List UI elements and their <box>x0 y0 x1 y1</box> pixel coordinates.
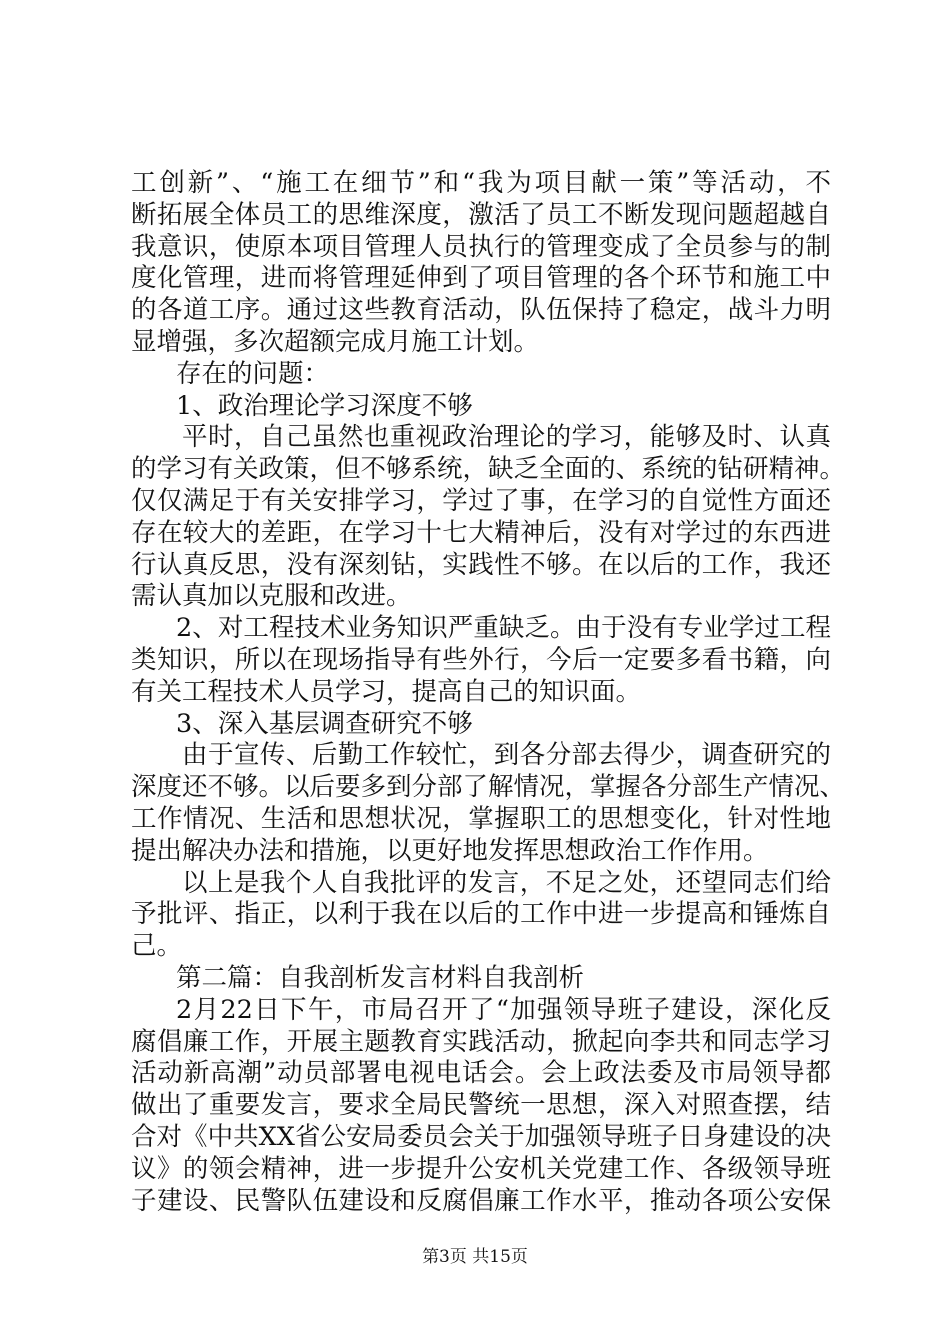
text-line: 度化管理，进而将管理延伸到了项目管理的各个环节和施工中 <box>131 263 831 294</box>
text-line: 2月22日下午，市局召开了“加强领导班子建设，深化反 <box>176 994 831 1025</box>
text-line: 深度还不够。以后要多到分部了解情况，掌握各分部生产情况、 <box>131 772 846 803</box>
text-line: 行认真反思，没有深刻钻，实践性不够。在以后的工作，我还 <box>131 549 831 580</box>
text-line: 的各道工序。通过这些教育活动，队伍保持了稳定，战斗力明 <box>131 295 831 326</box>
text-line: 己。 <box>131 931 183 962</box>
text-line: 存在较大的差距，在学习十七大精神后，没有对学过的东西进 <box>131 517 831 548</box>
text-line: 断拓展全体员工的思维深度，激活了员工不断发现问题超越自 <box>131 199 831 230</box>
text-line: 做出了重要发言，要求全局民警统一思想，深入对照查摆，结 <box>131 1090 831 1121</box>
text-line: 需认真加以克服和改进。 <box>131 581 412 612</box>
text-line: 予批评、指正，以利于我在以后的工作中进一步提高和锤炼自 <box>131 899 831 930</box>
page-footer: 第3页 共15页 <box>422 1247 528 1267</box>
text-line: 的学习有关政策，但不够系统，缺乏全面的、系统的钻研精神。 <box>131 454 846 485</box>
text-line: 类知识，所以在现场指导有些外行，今后一定要多看书籍，向 <box>131 644 831 675</box>
text-line: 平时，自己虽然也重视政治理论的学习，能够及时、认真 <box>182 422 831 453</box>
text-line: 工创新”、“施工在细节”和“我为项目献一策”等活动，不 <box>131 168 831 198</box>
text-line: 腐倡廉工作，开展主题教育实践活动，掀起向李共和同志学习 <box>131 1026 831 1057</box>
text-line: 仅仅满足于有关安排学习，学过了事，在学习的自觉性方面还 <box>131 485 831 516</box>
text-line: 由于宣传、后勤工作较忙，到各分部去得少，调查研究的 <box>182 740 831 771</box>
text-line: 提出解决办法和措施，以更好地发挥思想政治工作作用。 <box>131 835 769 866</box>
text-line: 有关工程技术人员学习，提高自己的知识面。 <box>131 676 642 707</box>
text-line: 子建设、民警队伍建设和反腐倡廉工作水平，推动各项公安保 <box>131 1185 831 1216</box>
text-line: 以上是我个人自我批评的发言，不足之处，还望同志们给 <box>182 867 831 898</box>
text-line: 存在的问题： <box>176 358 330 389</box>
text-line: 合对《中共XX省公安局委员会关于加强领导班子日身建设的决 <box>131 1121 831 1152</box>
text-line: 显增强，多次超额完成月施工计划。 <box>131 326 540 357</box>
text-line: 我意识，使原本项目管理人员执行的管理变成了全员参与的制 <box>131 231 831 262</box>
text-line: 活动新高潮”动员部署电视电话会。会上政法委及市局领导都 <box>131 1058 831 1089</box>
text-line: 1、政治理论学习深度不够 <box>176 390 473 421</box>
text-line: 3、深入基层调查研究不够 <box>176 708 473 739</box>
text-line: 2、对工程技术业务知识严重缺乏。由于没有专业学过工程 <box>176 613 831 644</box>
text-line: 工作情况、生活和思想状况，掌握职工的思想变化，针对性地 <box>131 803 831 834</box>
document-body <box>131 168 846 1217</box>
text-line: 第二篇：自我剖析发言材料自我剖析 <box>176 962 585 993</box>
text-line: 议》的领会精神，进一步提升公安机关党建工作、各级领导班 <box>131 1153 831 1184</box>
